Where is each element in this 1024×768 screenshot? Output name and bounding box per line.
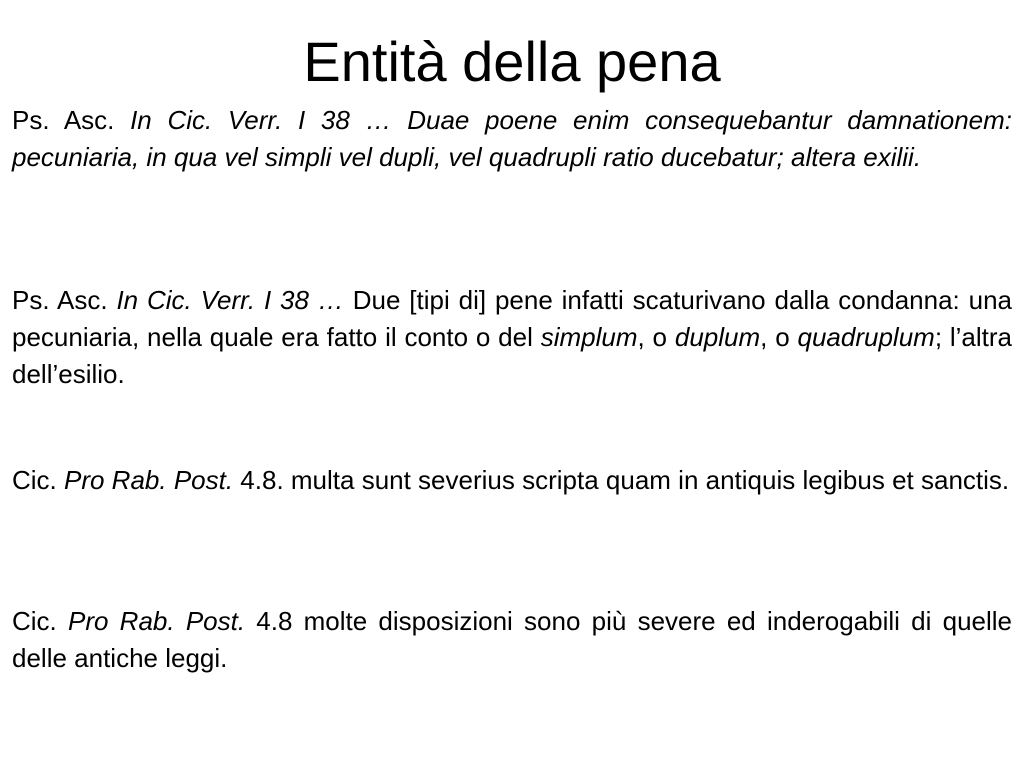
text-segment: Ps. Asc.: [12, 105, 131, 135]
text-segment: Cic.: [12, 465, 64, 495]
text-segment: Cic.: [12, 606, 68, 636]
text-segment-italic: Pro Rab. Post.: [68, 606, 246, 636]
paragraph-latin-cicero: [12, 462, 1012, 499]
text-segment-italic: simplum: [540, 322, 638, 352]
text-segment: 4.8. multa sunt severius scripta quam in antiquis legibus et sanctis.: [233, 465, 1010, 495]
text-segment: Due [tipi di] pene infatti scaturivano dalla condanna: una pecuniaria, nella quale era fatto il conto o del: [12, 285, 1013, 352]
text-segment-italic: quadruplum: [797, 322, 935, 352]
text-segment: , o: [637, 322, 675, 352]
text-segment-italic: In Cic. Verr. I 38 …: [116, 285, 344, 315]
text-segment: Ps. Asc.: [12, 285, 117, 315]
text-segment-italic: duplum: [674, 322, 761, 352]
paragraph-italian-cicero: [12, 603, 1012, 677]
text-segment: ; l’altra dell’esilio.: [12, 322, 1012, 389]
slide-title: Entità della pena: [303, 30, 721, 93]
paragraph-latin-asconius: [12, 102, 1012, 176]
paragraph-italian-asconius: [12, 282, 1012, 393]
text-segment: 4.8 molte disposizioni sono più severe ed inderogabili di quelle delle antiche leggi.: [12, 606, 1013, 673]
text-segment: , o: [760, 322, 798, 352]
text-segment-italic: In Cic. Verr. I 38 … Duae poene enim consequebantur damnationem: pecuniaria, in qua vel simpli vel dupli, vel quadrupli ratio ducebatur; altera exilii.: [12, 105, 1012, 172]
text-segment-italic: Pro Rab. Post.: [64, 465, 234, 495]
